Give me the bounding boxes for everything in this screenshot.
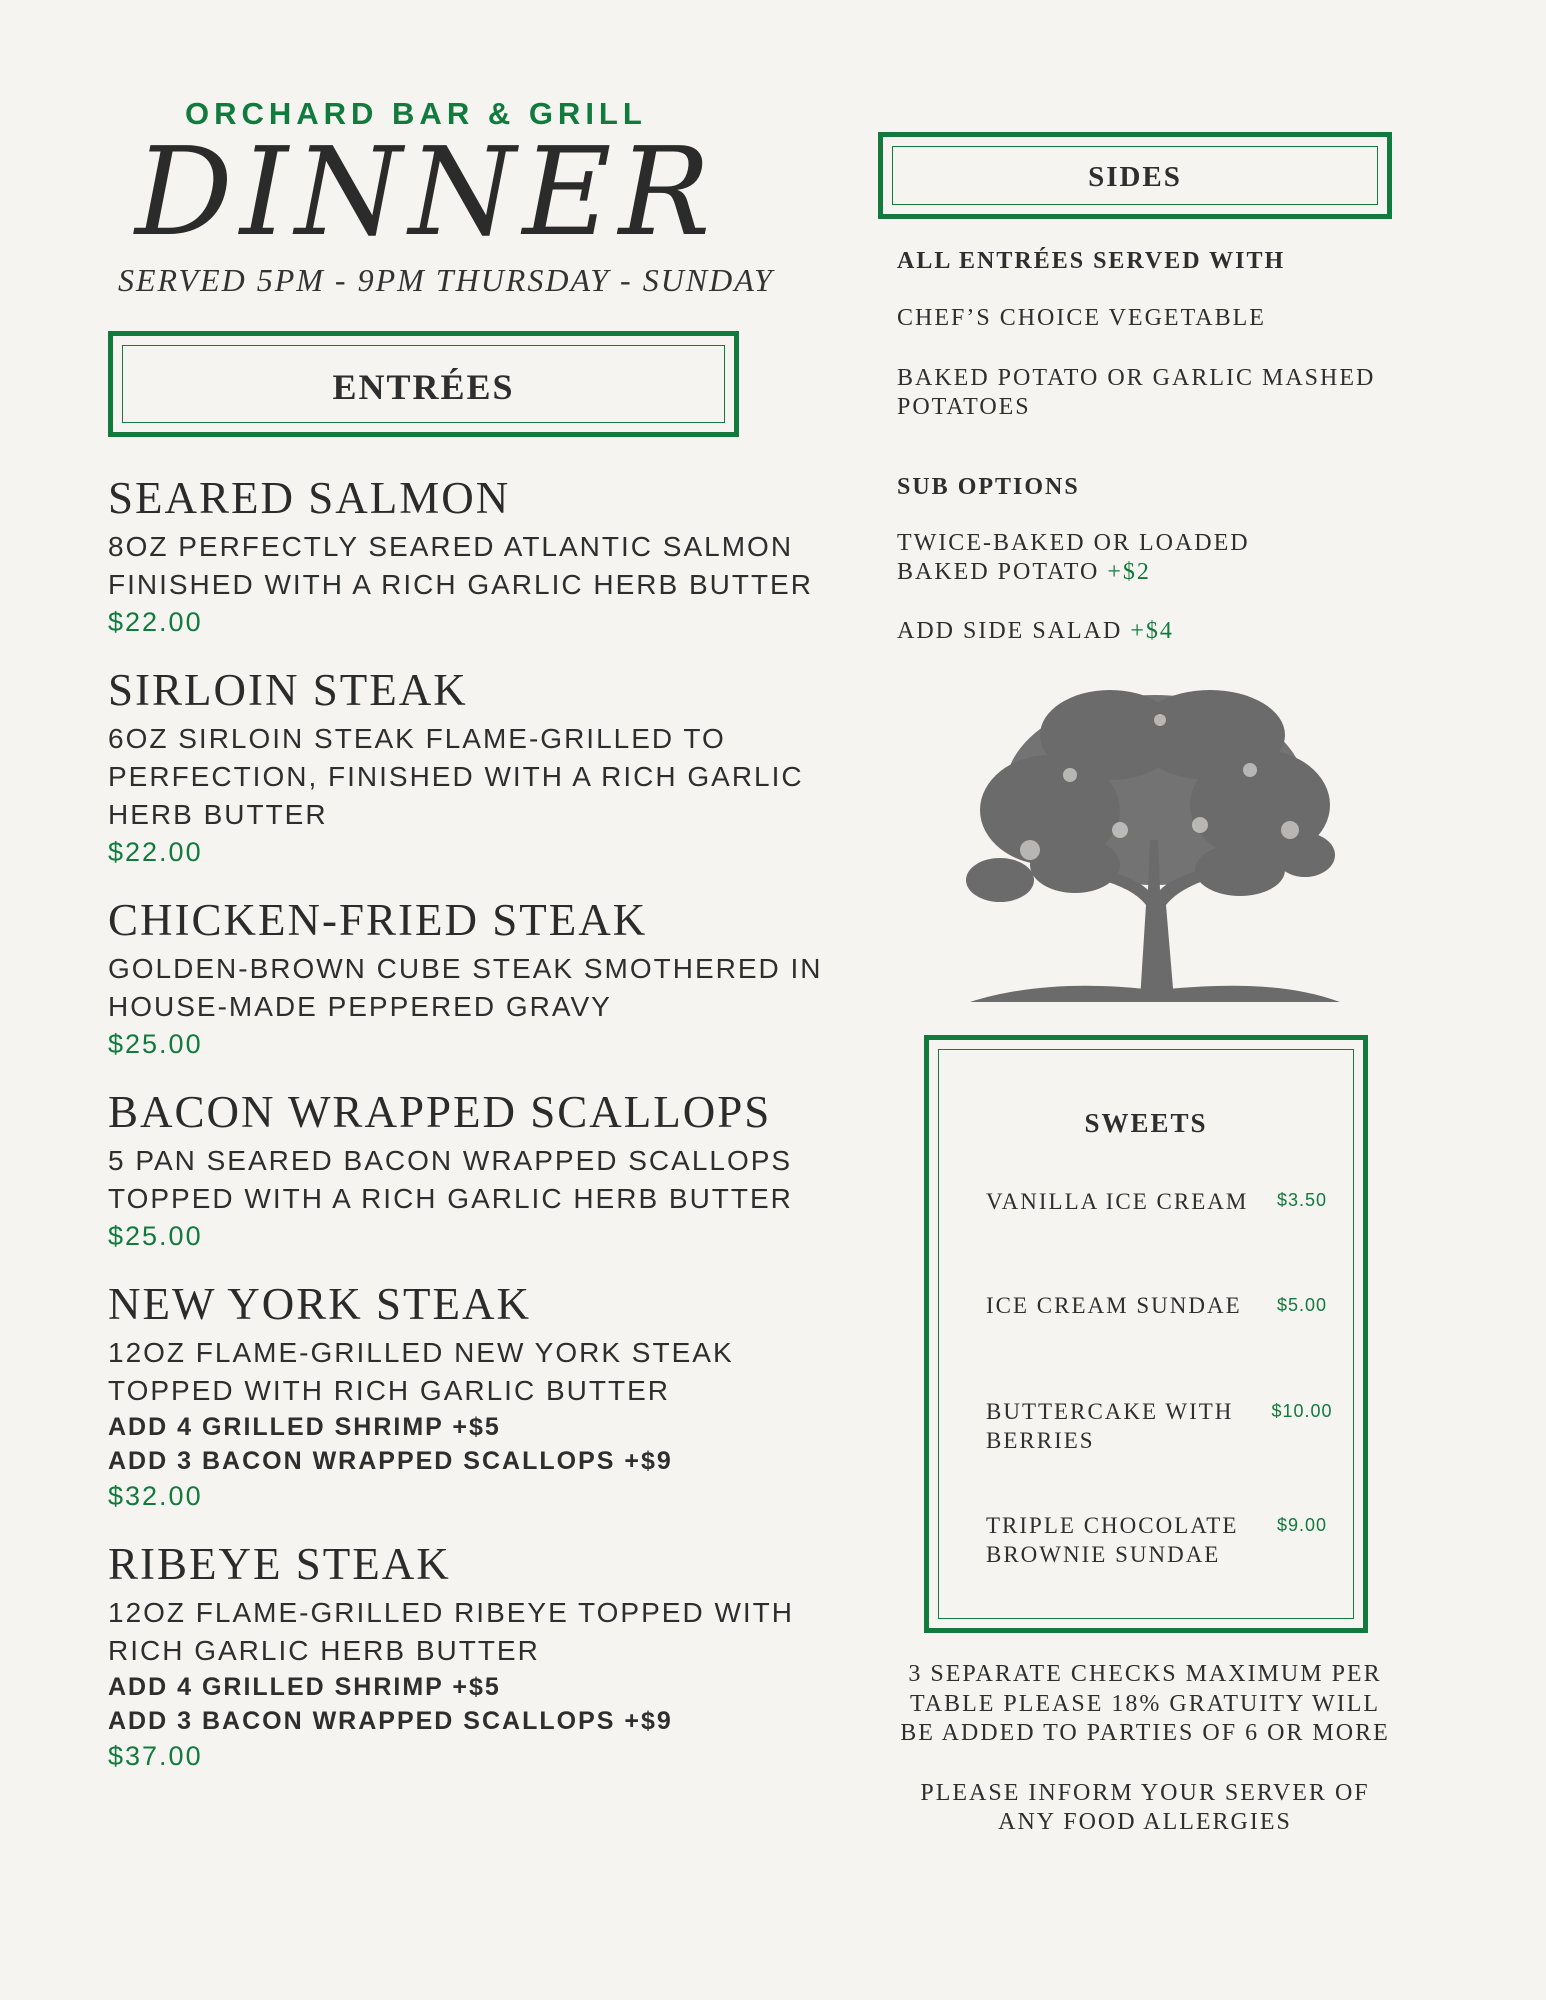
sides-heading: SIDES [1088,161,1182,193]
entree-item [108,470,868,640]
entree-item [108,662,868,870]
entree-item [108,1536,868,1774]
sweet-price: $5.00 [1276,1295,1328,1315]
entree-item [108,1276,868,1514]
entree-price: $37.00 [108,1741,203,1771]
checks-gratuity-note: 3 SEPARATE CHECKS MAXIMUM PER TABLE PLEASE 18% GRATUITY WILL BE ADDED TO PARTIES OF 6 OR MORE [900,1661,1390,1746]
entree-description: 8OZ PERFECTLY SEARED ATLANTIC SALMON FINISHED WITH A RICH GARLIC HERB BUTTER [108,531,813,600]
table-notes [900,1660,1390,1838]
entree-description: 12OZ FLAME-GRILLED RIBEYE TOPPED WITH RICH GARLIC HERB BUTTER [108,1597,794,1666]
sweet-name: BUTTERCAKE WITH BERRIES [986,1399,1234,1453]
sides-heading-frame [878,132,1392,219]
entree-name: SEARED SALMON [108,473,511,523]
oak-tree-icon [960,680,1350,1010]
sweets-heading: SWEETS [1084,1108,1208,1138]
service-hours: SERVED 5PM - 9PM THURSDAY - SUNDAY [118,262,774,298]
entree-price: $22.00 [108,837,203,867]
sweet-price: $9.00 [1276,1515,1328,1535]
sides-list [897,246,1437,646]
entree-addon: ADD 4 GRILLED SHRIMP +$5 [108,1413,501,1441]
entree-addon: ADD 4 GRILLED SHRIMP +$5 [108,1673,501,1701]
side-potato: BAKED POTATO OR GARLIC MASHED POTATOES [897,365,1376,420]
menu-title: DINNER [135,121,718,263]
entree-item [108,1084,868,1254]
side-vegetable: CHEF’S CHOICE VEGETABLE [897,305,1266,331]
sub-option-potato-label: TWICE-BAKED OR LOADED BAKED POTATO [897,530,1250,585]
entree-description: 6OZ SIRLOIN STEAK FLAME-GRILLED TO PERFECTION, FINISHED WITH A RICH GARLIC HERB BUTTER [108,723,804,830]
entrees-list [108,470,868,1796]
entree-price: $25.00 [108,1221,203,1251]
sweet-price: $3.50 [1276,1190,1328,1210]
sub-options-heading: SUB OPTIONS [897,474,1080,500]
entree-name: NEW YORK STEAK [108,1279,531,1329]
entree-name: CHICKEN-FRIED STEAK [108,895,648,945]
allergy-note: PLEASE INFORM YOUR SERVER OF ANY FOOD ALLERGIES [920,1779,1370,1835]
sub-option-potato [897,529,1307,587]
sub-option-salad-label: ADD SIDE SALAD [897,618,1123,644]
entree-price: $22.00 [108,607,203,637]
sweet-name: ICE CREAM SUNDAE [986,1293,1242,1318]
entree-description: 5 PAN SEARED BACON WRAPPED SCALLOPS TOPPED WITH A RICH GARLIC HERB BUTTER [108,1145,793,1214]
entree-price: $32.00 [108,1481,203,1511]
sub-option-salad-price: +$4 [1130,618,1174,644]
entree-addon: ADD 3 BACON WRAPPED SCALLOPS +$9 [108,1707,673,1735]
sub-option-salad [897,617,1437,646]
entrees-heading-frame [108,331,739,437]
sweet-price: $10.00 [1271,1401,1333,1421]
entrees-heading: ENTRÉES [332,367,515,407]
entree-name: RIBEYE STEAK [108,1539,451,1589]
sweet-name: VANILLA ICE CREAM [986,1189,1249,1214]
entree-description: GOLDEN-BROWN CUBE STEAK SMOTHERED IN HOUSE-MADE PEPPERED GRAVY [108,953,823,1022]
entree-name: BACON WRAPPED SCALLOPS [108,1087,772,1137]
entree-price: $25.00 [108,1029,203,1059]
served-with-heading: ALL ENTRÉES SERVED WITH [897,248,1286,274]
entree-item [108,892,868,1062]
entree-addon: ADD 3 BACON WRAPPED SCALLOPS +$9 [108,1447,673,1475]
entree-description: 12OZ FLAME-GRILLED NEW YORK STEAK TOPPED WITH RICH GARLIC BUTTER [108,1337,734,1406]
entree-name: SIRLOIN STEAK [108,665,468,715]
sweet-name: TRIPLE CHOCOLATE BROWNIE SUNDAE [986,1513,1239,1567]
restaurant-name: ORCHARD BAR & GRILL [185,96,647,131]
sub-option-potato-price: +$2 [1107,559,1151,585]
